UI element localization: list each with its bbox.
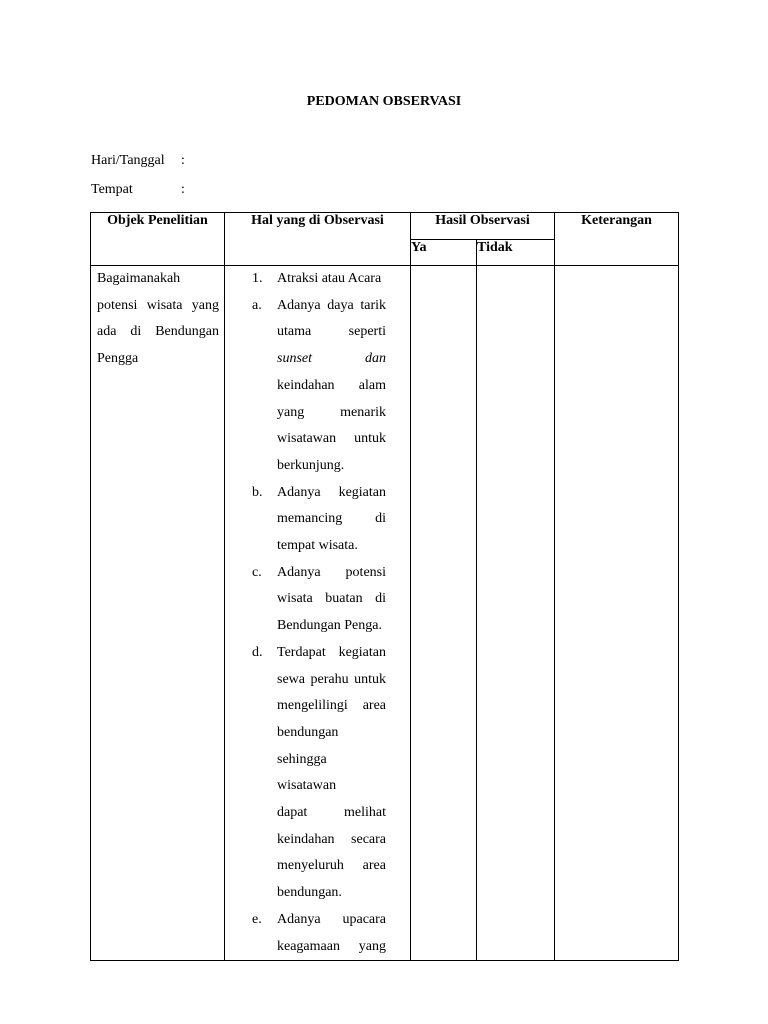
- text-line: yang menarik: [277, 404, 386, 420]
- text-line: wisatawan untuk: [277, 431, 386, 447]
- cell-tidak: [477, 266, 555, 961]
- field-separator: :: [181, 153, 185, 168]
- text-line: Adanya upacara: [277, 911, 386, 927]
- text-line: mengelilingi area: [277, 698, 386, 714]
- field-tempat: [91, 182, 185, 198]
- text-line: potensi wisata yang: [97, 297, 219, 313]
- text-line: Adanya daya tarik: [277, 297, 386, 313]
- text-line: sunset dan: [277, 351, 386, 367]
- list-item: [252, 266, 386, 293]
- document-title: PEDOMAN OBSERVASI: [306, 94, 462, 109]
- text-line: Bendungan Penga.: [277, 618, 382, 634]
- list-item: [252, 907, 386, 960]
- header-tidak: Tidak: [477, 240, 555, 266]
- text-line: Terdapat kegiatan: [277, 644, 386, 660]
- text-line: Bagaimanakah: [97, 271, 181, 286]
- cell-objek-penelitian: [91, 266, 225, 961]
- text-line: bendungan.: [277, 885, 342, 901]
- field-separator: :: [181, 182, 185, 197]
- field-label: Hari/Tanggal: [91, 153, 165, 168]
- observation-table: [90, 212, 679, 961]
- header-hal-observasi: Hal yang di Observasi: [225, 213, 411, 266]
- list-item: [252, 640, 386, 907]
- list-marker: c.: [252, 564, 262, 580]
- list-item: [252, 560, 386, 640]
- text-line: Atraksi atau Acara: [277, 271, 382, 286]
- text-line: ada di Bendungan: [97, 324, 219, 340]
- text-line: dapat melihat: [277, 805, 386, 821]
- list-item: [252, 293, 386, 480]
- text-line: sewa perahu untuk: [277, 671, 386, 687]
- text-line: berkunjung.: [277, 457, 345, 473]
- field-label: Tempat: [91, 182, 133, 197]
- text-line: keagamaan yang: [277, 938, 386, 954]
- list-item: [252, 480, 386, 560]
- text-line: keindahan secara: [277, 831, 386, 847]
- text-line: tempat wisata.: [277, 538, 358, 554]
- text-line: Adanya potensi: [277, 564, 386, 580]
- text-line: bendungan: [277, 724, 339, 740]
- header-objek-penelitian: Objek Penelitian: [91, 213, 225, 266]
- list-marker: a.: [252, 297, 262, 313]
- header-keterangan: Keterangan: [555, 213, 679, 266]
- text-line: sehingga wisatawan: [277, 751, 337, 794]
- cell-keterangan: [555, 266, 679, 961]
- text-line: memancing di: [277, 511, 386, 527]
- text-line: keindahan alam: [277, 377, 386, 393]
- list-marker: 1.: [252, 271, 263, 286]
- field-hari-tanggal: [91, 153, 185, 169]
- text-line: menyeluruh area: [277, 858, 386, 874]
- text-line: wisata buatan di: [277, 591, 386, 607]
- list-marker: d.: [252, 644, 263, 660]
- list-marker: e.: [252, 911, 262, 927]
- cell-hal-observasi: [225, 266, 411, 961]
- text-line: Pengga: [97, 351, 139, 367]
- header-hasil-observasi: Hasil Observasi: [411, 213, 555, 240]
- list-marker: b.: [252, 484, 263, 500]
- cell-ya: [411, 266, 477, 961]
- header-ya: Ya: [411, 240, 477, 266]
- text-line: utama seperti: [277, 324, 386, 340]
- text-line: Adanya kegiatan: [277, 484, 386, 500]
